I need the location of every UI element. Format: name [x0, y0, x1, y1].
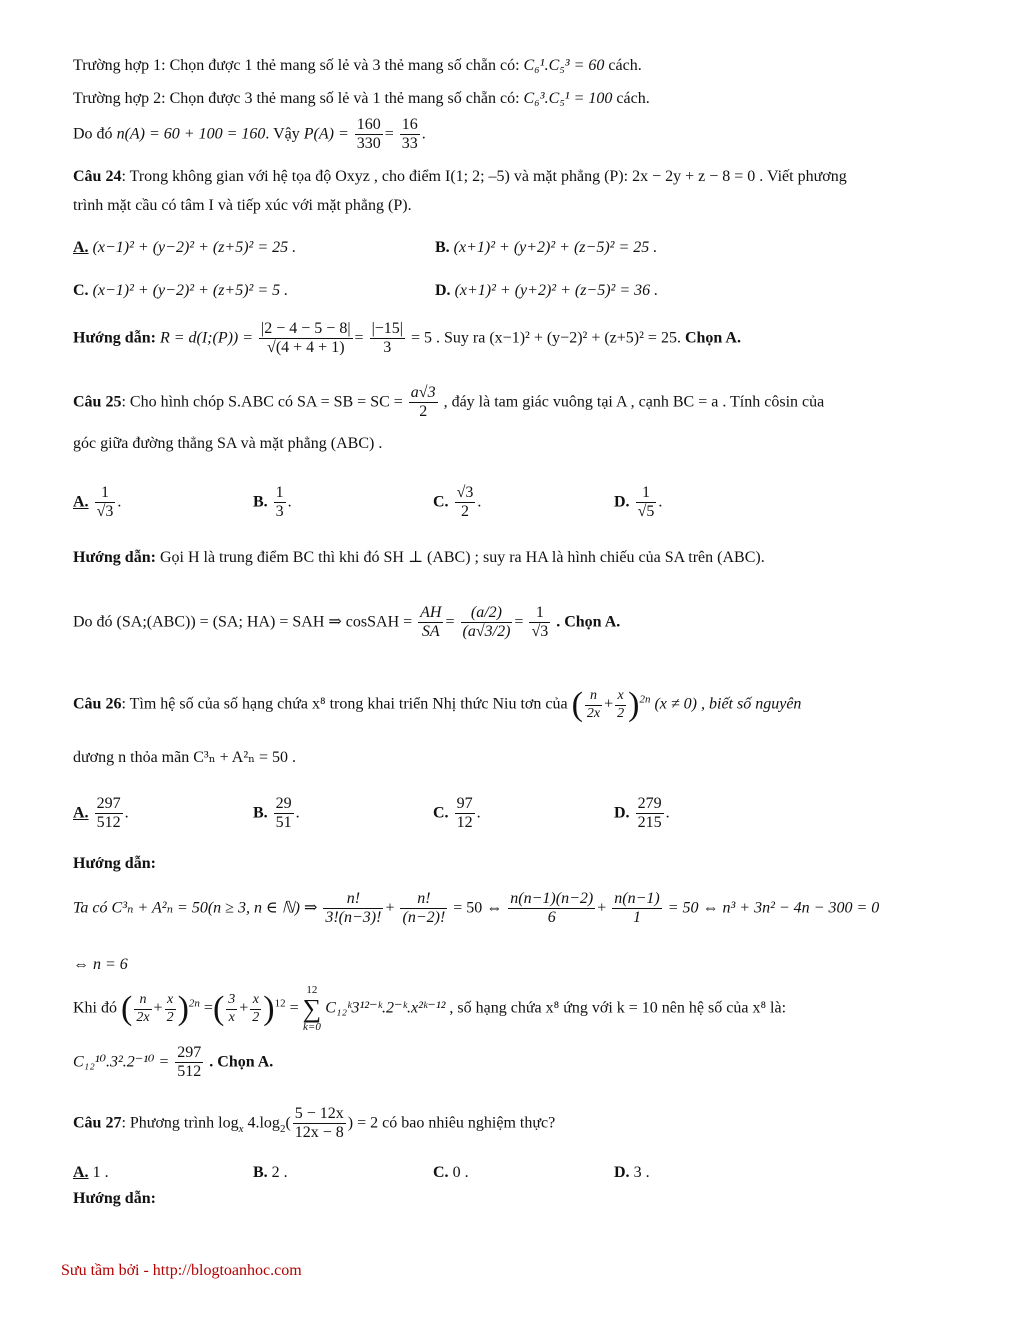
- result-pa: P(A) =: [303, 125, 349, 143]
- case2-formula: C₆³.C₅¹ = 100: [523, 90, 613, 107]
- q24-guide-pre: R = d(I;(P)) =: [159, 329, 254, 347]
- q24-option-c[interactable]: C. (x−1)² + (y−2)² + (z+5)² = 5 .: [73, 282, 289, 299]
- q26-guide-l1-fraction-2: $\frac{n!}{(n-2)!}$: [402, 890, 446, 927]
- q24-option-b[interactable]: B. (x+1)² + (y+2)² + (z−5)² = 25 .: [435, 239, 658, 256]
- q26-guide-l3-post: , số hạng chứa x⁸ ứng với k = 10 nên hệ số của x⁸ là:: [449, 999, 787, 1017]
- q25-option-b[interactable]: B. $\frac{1}{3}$ .: [253, 484, 292, 521]
- result-na: n(A) = 60 + 100 = 160: [116, 125, 266, 143]
- q26-stem-2: [73, 748, 296, 767]
- q27-stem: Câu 27: Phương trình $\log_x 4.\log_2$( $\frac{5 - 12x}{12x - 8}$ ) = 2 có bao nhiêu nghiệm thực?: [73, 1105, 556, 1142]
- q26-guide-l1-fraction-1: $\frac{n!}{3!(n-3)!}$: [325, 890, 382, 927]
- q25-guide-text: Gọi H là trung điểm BC thì khi đó SH ⊥ (ABC) ; suy ra HA là hình chiếu của SA trên (ABC).: [159, 549, 765, 566]
- q25-text-post: , đáy là tam giác vuông tại A , cạnh BC = a . Tính côsin của: [443, 393, 825, 411]
- q26-guide-l1-mid: = 50 ⇔: [453, 899, 503, 917]
- q26-label: Câu 26: [73, 695, 122, 713]
- q25-guide-fraction-3: $\frac{1}{√3}$: [531, 604, 549, 641]
- q26-guide-label-line: [73, 854, 156, 873]
- q27-option-c[interactable]: C. 0 .: [433, 1164, 469, 1181]
- q25-stem-fraction: $\frac{a√3}{2}$: [410, 384, 436, 421]
- case1-text: Trường hợp 1: Chọn được 1 thẻ mang số lẻ và 3 thẻ mang số chẵn có:: [73, 57, 520, 74]
- q26-guide-l3-pre: Khi đó: [73, 999, 117, 1017]
- q26-guide-l1-end: = 50 ⇔ n³ + 3n² − 4n − 300 = 0: [667, 899, 880, 917]
- case1-line: [73, 56, 642, 75]
- q26-guide-label: Hướng dẫn:: [73, 855, 156, 872]
- q26-guide-line-1: Ta có C³ₙ + A²ₙ = 50(n ≥ 3, n ∈ ℕ) ⇒ $\frac{n!}{3!(n-3)!}$ + $\frac{n!}{(n-2)!}$ = 50 ⇔ $\frac{n(n-1)(n-2)}{6}$ + $\frac{n(n-1)}{1}$ = 50 ⇔ n³ + 3n² − 4n − 300 = 0: [73, 890, 880, 927]
- q26-guide-line-2: [73, 955, 128, 974]
- q27-option-b[interactable]: B. 2 .: [253, 1164, 288, 1181]
- q26-option-d[interactable]: D. $\frac{279}{215}$ .: [614, 795, 670, 832]
- q24-label: Câu 24: [73, 168, 122, 185]
- case2-line: [73, 89, 650, 108]
- q26-text-post: (x ≠ 0) , biết số nguyên: [654, 695, 802, 713]
- q25-text2: góc giữa đường thẳng SA và mặt phẳng (ABC) .: [73, 435, 383, 452]
- q25-option-d[interactable]: D. $\frac{1}{√5}$ .: [614, 484, 663, 521]
- q24-guide-fraction-2: $\frac{|-15|}{3}$: [371, 320, 403, 357]
- case2-text: Trường hợp 2: Chọn được 3 thẻ mang số lẻ và 1 thẻ mang số chẵn có:: [73, 90, 520, 107]
- q24-guide-answer: Chọn A.: [684, 329, 741, 347]
- q24-stem: [73, 167, 847, 186]
- case1-tail: cách.: [608, 57, 642, 74]
- q25-guide-answer: . Chọn A.: [556, 613, 621, 631]
- q25-guide-fraction-1: $\frac{AH}{SA}$: [420, 604, 442, 641]
- q24-text: : Trong không gian với hệ tọa độ Oxyz , cho điểm I(1; 2; –5) và mặt phẳng (P): 2x − 2y + z − 8 = 0 . Viết phương: [121, 168, 847, 185]
- q25-guide-label: Hướng dẫn:: [73, 549, 156, 566]
- q26-stem: Câu 26: Tìm hệ số của số hạng chứa x⁸ trong khai triển Nhị thức Niu tơn của ( $\frac{n}{2x}$ + $\frac{x}{2}$ )$^{2n}$ (x ≠ 0) , biết số nguyên: [73, 686, 802, 723]
- q26-guide-l1-pre: Ta có C³ₙ + A²ₙ = 50(n ≥ 3, n ∈ ℕ) ⇒: [73, 899, 318, 917]
- q27-guide-label: Hướng dẫn:: [73, 1190, 156, 1207]
- q25-guide-2: Do đó (SA;(ABC)) = (SA; HA) = SAH ⇒ cosSAH = $\frac{AH}{SA}$ = $\frac{(a/2)}{(a√3/2)}$ = $\frac{1}{√3}$ . Chọn A.: [73, 604, 621, 641]
- q25-guide-fraction-2: $\frac{(a/2)}{(a√3/2)}$: [462, 604, 511, 641]
- q24-guide-label: Hướng dẫn:: [73, 329, 156, 347]
- q26-guide-l2: ⇔ n = 6: [73, 956, 128, 973]
- q24-text2: trình mặt cầu có tâm I và tiếp xúc với mặt phẳng (P).: [73, 197, 412, 214]
- q26-guide-l4-pre: C₁₂¹⁰.3².2⁻¹⁰ =: [73, 1053, 170, 1071]
- q25-stem: [73, 384, 824, 422]
- q26-guide-l3-term: C₁₂ᵏ3¹²⁻ᵏ.2⁻ᵏ.x²ᵏ⁻¹²: [325, 999, 446, 1017]
- q26-guide-answer: . Chọn A.: [209, 1053, 274, 1071]
- q27-option-d[interactable]: D. 3 .: [614, 1164, 650, 1181]
- q26-guide-line-4: [73, 1044, 273, 1082]
- q24-option-a[interactable]: A. (x−1)² + (y−2)² + (z+5)² = 25 .: [73, 239, 297, 256]
- q25-option-c[interactable]: C. $\frac{√3}{2}$ .: [433, 484, 482, 521]
- q26-text-pre: : Tìm hệ số của số hạng chứa x⁸ trong khai triển Nhị thức Niu tơn của: [121, 695, 568, 713]
- q26-text2: dương n thỏa mãn C³ₙ + A²ₙ = 50 .: [73, 749, 297, 766]
- result-fraction-2: $\frac{16}{33}$: [401, 116, 418, 153]
- q26-option-c[interactable]: C. $\frac{97}{12}$ .: [433, 795, 481, 832]
- q27-fraction: $\frac{5 - 12x}{12x - 8}$: [294, 1105, 344, 1142]
- q26-option-a[interactable]: A. $\frac{297}{512}$ .: [73, 795, 129, 832]
- q26-power: 2n: [639, 693, 651, 706]
- result-vay: . Vậy: [265, 125, 300, 143]
- q27-text-mid: 4.log: [247, 1114, 280, 1132]
- q24-guide-fraction-1: $\frac{|2 - 4 - 5 - 8|}{√(4 + 4 + 1)}$: [261, 320, 351, 357]
- q26-sum-symbol: 12 ∑ k=0: [302, 984, 322, 1033]
- q26-guide-l4-fraction: $\frac{297}{512}$: [177, 1044, 202, 1081]
- q27-text-pre: : Phương trình log: [121, 1114, 239, 1132]
- q26-guide-l1-fraction-4: $\frac{n(n-1)}{1}$: [614, 890, 660, 927]
- q27-guide: [73, 1189, 156, 1208]
- q27-label: Câu 27: [73, 1114, 122, 1132]
- q25-option-a[interactable]: A. $\frac{1}{√3}$ .: [73, 484, 122, 521]
- footer-source[interactable]: Sưu tầm bởi - http://blogtoanhoc.com: [61, 1262, 302, 1279]
- q24-guide: Hướng dẫn: R = d(I;(P)) = $\frac{|2 - 4 - 5 - 8|}{√(4 + 4 + 1)}$ = $\frac{|-15|}{3}$ = 5 . Suy ra (x−1)² + (y−2)² + (z+5)² = 25. Chọn A.: [73, 320, 741, 357]
- q25-stem-2: [73, 434, 382, 453]
- q24-stem-2: [73, 196, 412, 215]
- q25-text-pre: : Cho hình chóp S.ABC có SA = SB = SC =: [121, 393, 403, 411]
- q24-option-d[interactable]: D. (x+1)² + (y+2)² + (z−5)² = 36 .: [435, 282, 659, 299]
- q24-guide-mid: = 5 . Suy ra (x−1)² + (y−2)² + (z+5)² = 25: [411, 329, 677, 347]
- q26-guide-l1-fraction-3: $\frac{n(n-1)(n-2)}{6}$: [510, 890, 594, 927]
- result-prefix: Do đó: [73, 125, 113, 143]
- result-fraction-1: $\frac{160}{330}$: [356, 116, 381, 153]
- q27-text-post: = 2 có bao nhiêu nghiệm thực?: [357, 1114, 556, 1132]
- q26-option-b[interactable]: B. $\frac{29}{51}$ .: [253, 795, 300, 832]
- q26-guide-line-3: Khi đó ( $\frac{n}{2x}$ + $\frac{x}{2}$ )$^{2n}$ =( $\frac{3}{x}$ + $\frac{x}{2}$ )$^{12}$ = 12 ∑ k=0 C₁₂ᵏ3¹²⁻ᵏ.2⁻ᵏ.x²ᵏ⁻¹² , số hạng chứa x⁸ ứng với k = 10 nên hệ số của x⁸ là:: [73, 984, 787, 1033]
- q25-guide-2-pre: Do đó (SA;(ABC)) = (SA; HA) = SAH ⇒ cosSAH =: [73, 613, 413, 631]
- q27-option-a[interactable]: A. 1 .: [73, 1164, 109, 1181]
- q25-label: Câu 25: [73, 393, 122, 411]
- case1-formula: C₆¹.C₅³ = 60: [523, 57, 605, 74]
- case2-tail: cách.: [616, 90, 650, 107]
- q25-guide: [73, 548, 765, 567]
- result-line: Do đó n(A) = 60 + 100 = 160. Vậy P(A) = $\frac{160}{330}$ = $\frac{16}{33}$ .: [73, 116, 426, 153]
